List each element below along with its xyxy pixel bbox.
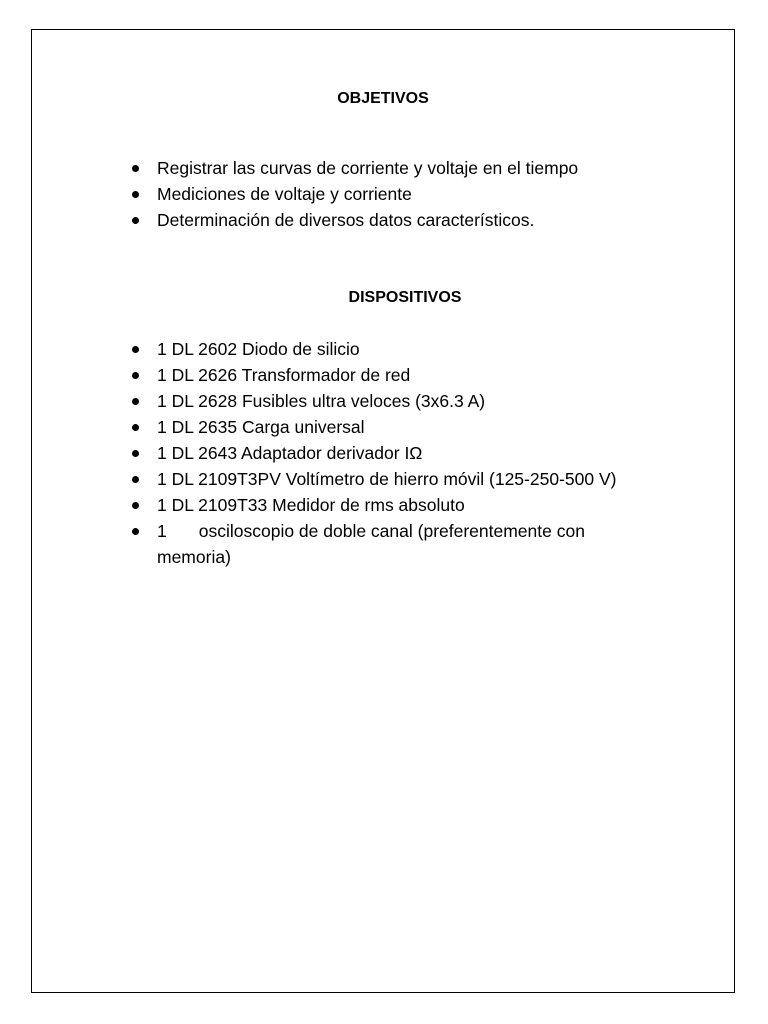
list-item bbox=[32, 207, 657, 233]
bullet-icon bbox=[132, 398, 139, 405]
dispositivos-list bbox=[32, 336, 657, 570]
bullet-icon bbox=[132, 502, 139, 509]
bullet-icon bbox=[132, 217, 139, 224]
list-item bbox=[32, 440, 657, 466]
bullet-icon bbox=[132, 450, 139, 457]
bullet-icon bbox=[132, 476, 139, 483]
list-item bbox=[32, 518, 657, 570]
list-item-text: 1 DL 2628 Fusibles ultra veloces (3x6.3 A) bbox=[157, 391, 486, 411]
list-item-text: Mediciones de voltaje y corriente bbox=[157, 184, 412, 204]
document-page bbox=[31, 29, 735, 993]
list-item bbox=[32, 466, 657, 492]
list-item bbox=[32, 492, 657, 518]
bullet-icon bbox=[132, 165, 139, 172]
list-item-text: Determinación de diversos datos característicos. bbox=[157, 210, 535, 230]
list-item-text: 1 DL 2626 Transformador de red bbox=[157, 365, 411, 385]
list-item-text: 1 DL 2109T33 Medidor de rms absoluto bbox=[157, 495, 465, 515]
bullet-icon bbox=[132, 191, 139, 198]
objetivos-heading: OBJETIVOS bbox=[337, 90, 429, 107]
list-item-qty: 1 bbox=[157, 521, 167, 541]
list-item bbox=[32, 181, 657, 207]
list-item-text: osciloscopio de doble canal (preferentemente con memoria) bbox=[157, 521, 585, 567]
bullet-icon bbox=[132, 346, 139, 353]
list-item bbox=[32, 362, 657, 388]
bullet-icon bbox=[132, 424, 139, 431]
bullet-icon bbox=[132, 372, 139, 379]
list-item bbox=[32, 155, 657, 181]
list-item-text: 1 DL 2635 Carga universal bbox=[157, 417, 365, 437]
list-item-text: 1 DL 2109T3PV Voltímetro de hierro móvil (125-250-500 V) bbox=[157, 469, 617, 489]
list-item bbox=[32, 414, 657, 440]
list-item bbox=[32, 336, 657, 362]
list-item-text: 1 DL 2643 Adaptador derivador IΩ bbox=[157, 443, 423, 463]
bullet-icon bbox=[132, 528, 139, 535]
list-item bbox=[32, 388, 657, 414]
list-item-text: 1 DL 2602 Diodo de silicio bbox=[157, 339, 360, 359]
list-item-text: Registrar las curvas de corriente y voltaje en el tiempo bbox=[157, 158, 579, 178]
dispositivos-heading: DISPOSITIVOS bbox=[348, 289, 462, 306]
objetivos-list bbox=[32, 155, 657, 233]
